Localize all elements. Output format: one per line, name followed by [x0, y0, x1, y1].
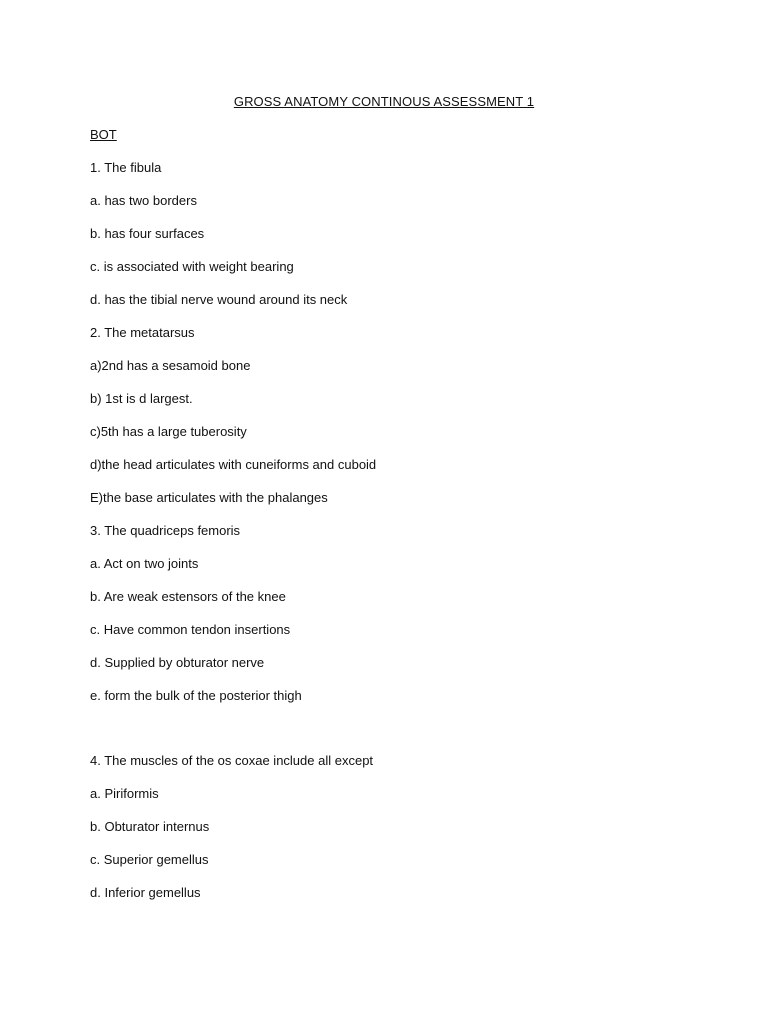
question-3-option-c: c. Have common tendon insertions [90, 622, 291, 637]
question-2-option-d: d)the head articulates with cuneiforms and cuboid [90, 457, 377, 472]
question-3-stem: 3. The quadriceps femoris [90, 523, 241, 538]
question-1-option-a: a. has two borders [90, 193, 197, 208]
question-1-option-c: c. is associated with weight bearing [90, 259, 294, 274]
blank-line [90, 721, 710, 753]
question-2-option-b: b) 1st is d largest. [90, 391, 193, 406]
question-3-option-b: b. Are weak estensors of the knee [90, 589, 286, 604]
question-4-option-c: c. Superior gemellus [90, 852, 209, 867]
question-1-stem: 1. The fibula [90, 160, 162, 175]
question-4-option-b: b. Obturator internus [90, 819, 210, 834]
question-1-option-d: d. has the tibial nerve wound around its neck [90, 292, 348, 307]
question-1-option-b: b. has four surfaces [90, 226, 205, 241]
question-2-option-e: E)the base articulates with the phalanges [90, 490, 328, 505]
document-title: GROSS ANATOMY CONTINOUS ASSESSMENT 1 [233, 94, 535, 109]
question-2-stem: 2. The metatarsus [90, 325, 195, 340]
question-2-option-a: a)2nd has a sesamoid bone [90, 358, 251, 373]
question-4-option-a: a. Piriformis [90, 786, 159, 801]
question-2-option-c: c)5th has a large tuberosity [90, 424, 247, 439]
question-4-option-d: d. Inferior gemellus [90, 885, 201, 900]
question-list [90, 160, 710, 918]
question-3-option-d: d. Supplied by obturator nerve [90, 655, 265, 670]
section-heading: BOT [90, 127, 117, 142]
question-4-stem: 4. The muscles of the os coxae include all except [90, 753, 374, 768]
question-3-option-a: a. Act on two joints [90, 556, 199, 571]
question-3-option-e: e. form the bulk of the posterior thigh [90, 688, 302, 703]
